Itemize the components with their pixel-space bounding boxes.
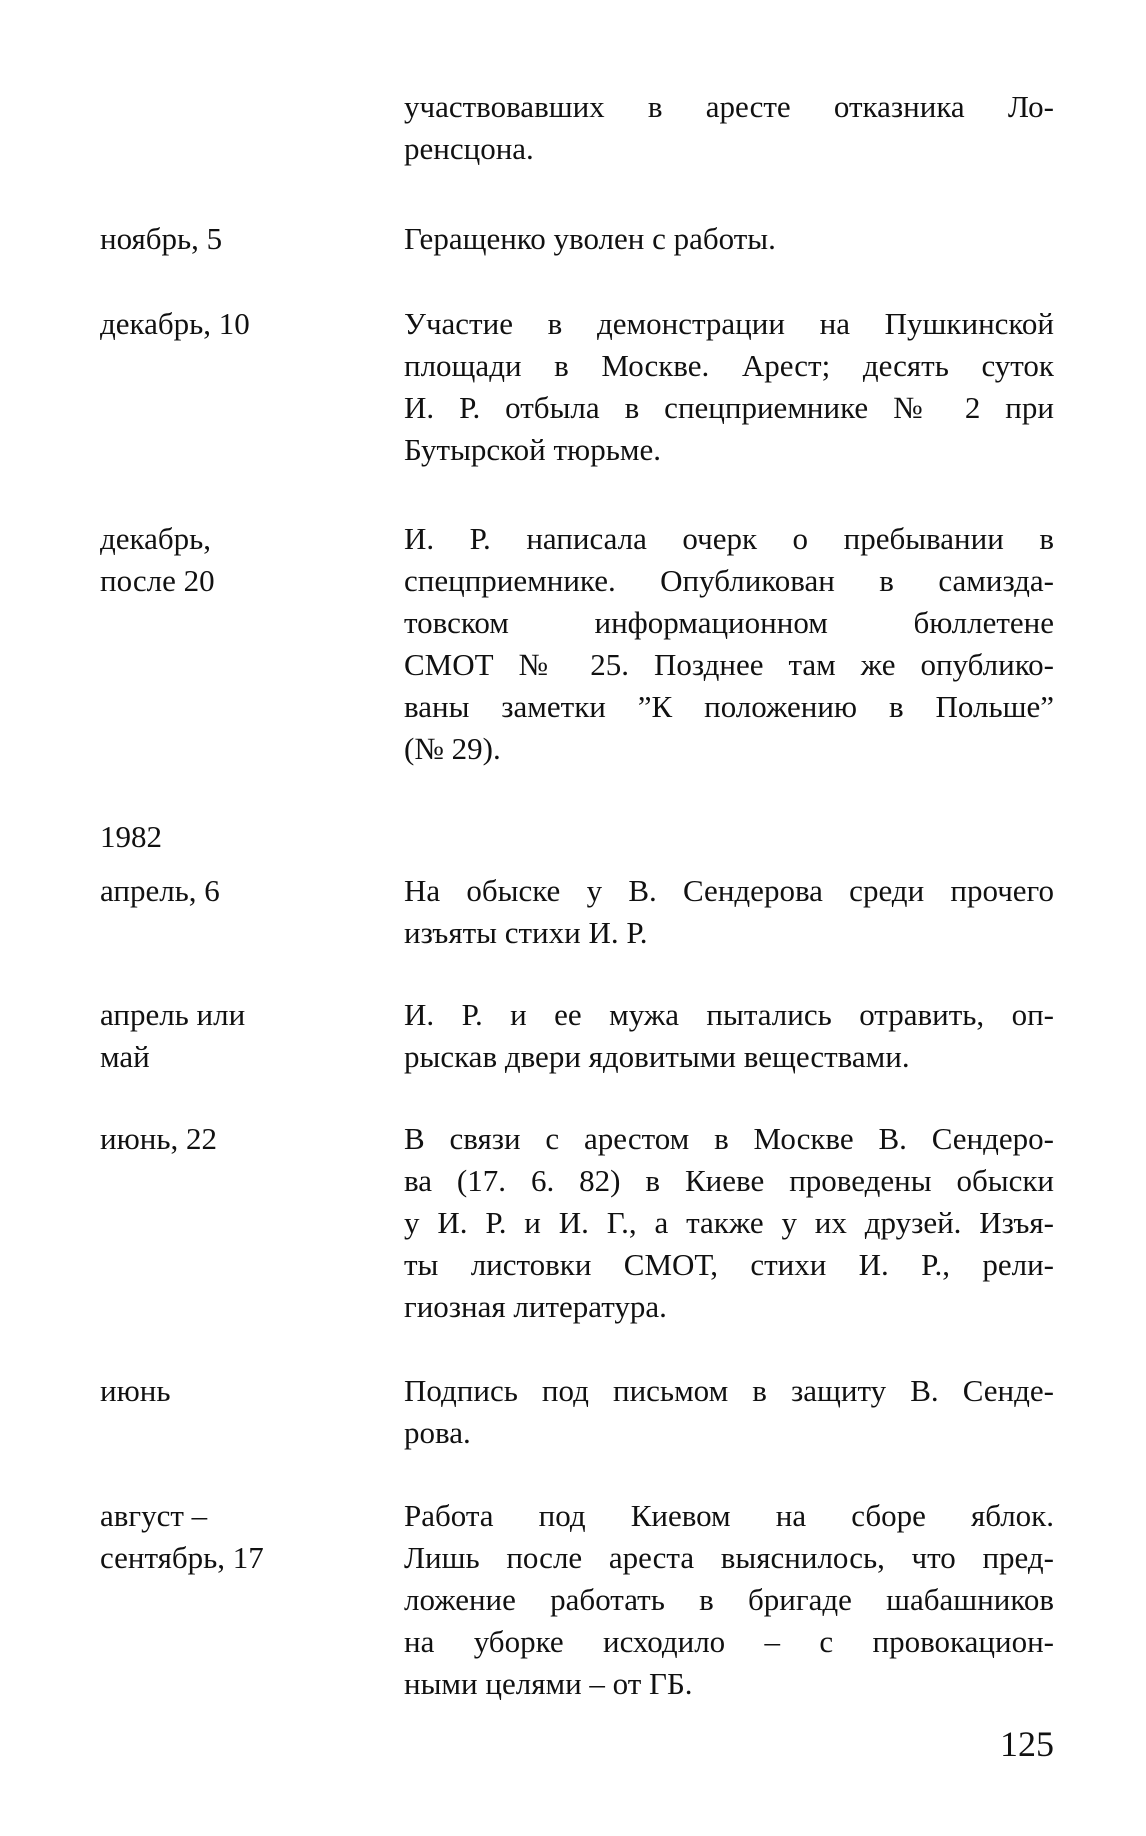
text-line: рыскав двери ядовитыми веществами. bbox=[404, 1039, 910, 1074]
text-line: изъяты стихи И. Р. bbox=[404, 915, 648, 950]
entry-date: ноябрь, 5 bbox=[100, 221, 223, 256]
text-line: площади в Москве. Арест; десять суток bbox=[404, 348, 1054, 383]
text-line: Работа под Киевом на сборе яблок. bbox=[404, 1498, 1054, 1533]
page-number: 125 bbox=[1000, 1724, 1054, 1764]
text-line: (№ 29). bbox=[404, 731, 501, 766]
text-line: Геращенко уволен с работы. bbox=[404, 221, 776, 256]
year-heading: 1982 bbox=[100, 819, 162, 854]
entry-text bbox=[404, 518, 1054, 770]
entry-text bbox=[404, 870, 1054, 954]
entry-text bbox=[404, 994, 1054, 1078]
text-line: Подпись под письмом в защиту В. Сенде- bbox=[404, 1373, 1054, 1408]
entry-text bbox=[404, 86, 1054, 170]
entry-text bbox=[404, 1118, 1054, 1328]
text-line: И. Р. и ее мужа пытались отравить, оп- bbox=[404, 997, 1054, 1032]
text-line: Бутырской тюрьме. bbox=[404, 432, 661, 467]
text-line: Участие в демонстрации на Пушкинской bbox=[404, 306, 1054, 341]
text-line: на уборке исходило – с провокацион- bbox=[404, 1624, 1054, 1659]
entry-date: декабрь, после 20 bbox=[100, 521, 215, 598]
entry-text bbox=[404, 303, 1054, 471]
text-line: товском информационном бюллетене bbox=[404, 605, 1054, 640]
text-line: В связи с арестом в Москве В. Сендеро- bbox=[404, 1121, 1054, 1156]
entry-date: апрель, 6 bbox=[100, 873, 220, 908]
text-line: рова. bbox=[404, 1415, 471, 1450]
text-line: у И. Р. и И. Г., а также у их друзей. Изъя- bbox=[404, 1205, 1054, 1240]
text-line: ваны заметки ”К положению в Польше” bbox=[404, 689, 1054, 724]
text-line: ными целями – от ГБ. bbox=[404, 1666, 693, 1701]
text-line: СМОТ № 25. Позднее там же опублико- bbox=[404, 647, 1054, 682]
entry-date: август – сентябрь, 17 bbox=[100, 1498, 264, 1575]
entry-date: апрель или май bbox=[100, 997, 246, 1074]
text-line: ва (17. 6. 82) в Киеве проведены обыски bbox=[404, 1163, 1054, 1198]
entry-date: июнь bbox=[100, 1373, 171, 1408]
entry-text bbox=[404, 218, 1054, 260]
entry-date: июнь, 22 bbox=[100, 1121, 217, 1156]
text-line: И. Р. написала очерк о пребывании в bbox=[404, 521, 1054, 556]
text-line: На обыске у В. Сендерова среди прочего bbox=[404, 873, 1054, 908]
text-line: участвовавших в аресте отказника Ло- bbox=[404, 89, 1054, 124]
text-line: И. Р. отбыла в спецприемнике № 2 при bbox=[404, 390, 1054, 425]
text-line: гиозная литература. bbox=[404, 1289, 667, 1324]
entry-text bbox=[404, 1370, 1054, 1454]
text-line: ты листовки СМОТ, стихи И. Р., рели- bbox=[404, 1247, 1054, 1282]
text-line: спецприемнике. Опубликован в самизда- bbox=[404, 563, 1054, 598]
text-line: ренсцона. bbox=[404, 131, 534, 166]
text-line: Лишь после ареста выяснилось, что пред- bbox=[404, 1540, 1054, 1575]
entry-text bbox=[404, 1495, 1054, 1705]
text-line: ложение работать в бригаде шабашников bbox=[404, 1582, 1054, 1617]
entry-date: декабрь, 10 bbox=[100, 306, 250, 341]
